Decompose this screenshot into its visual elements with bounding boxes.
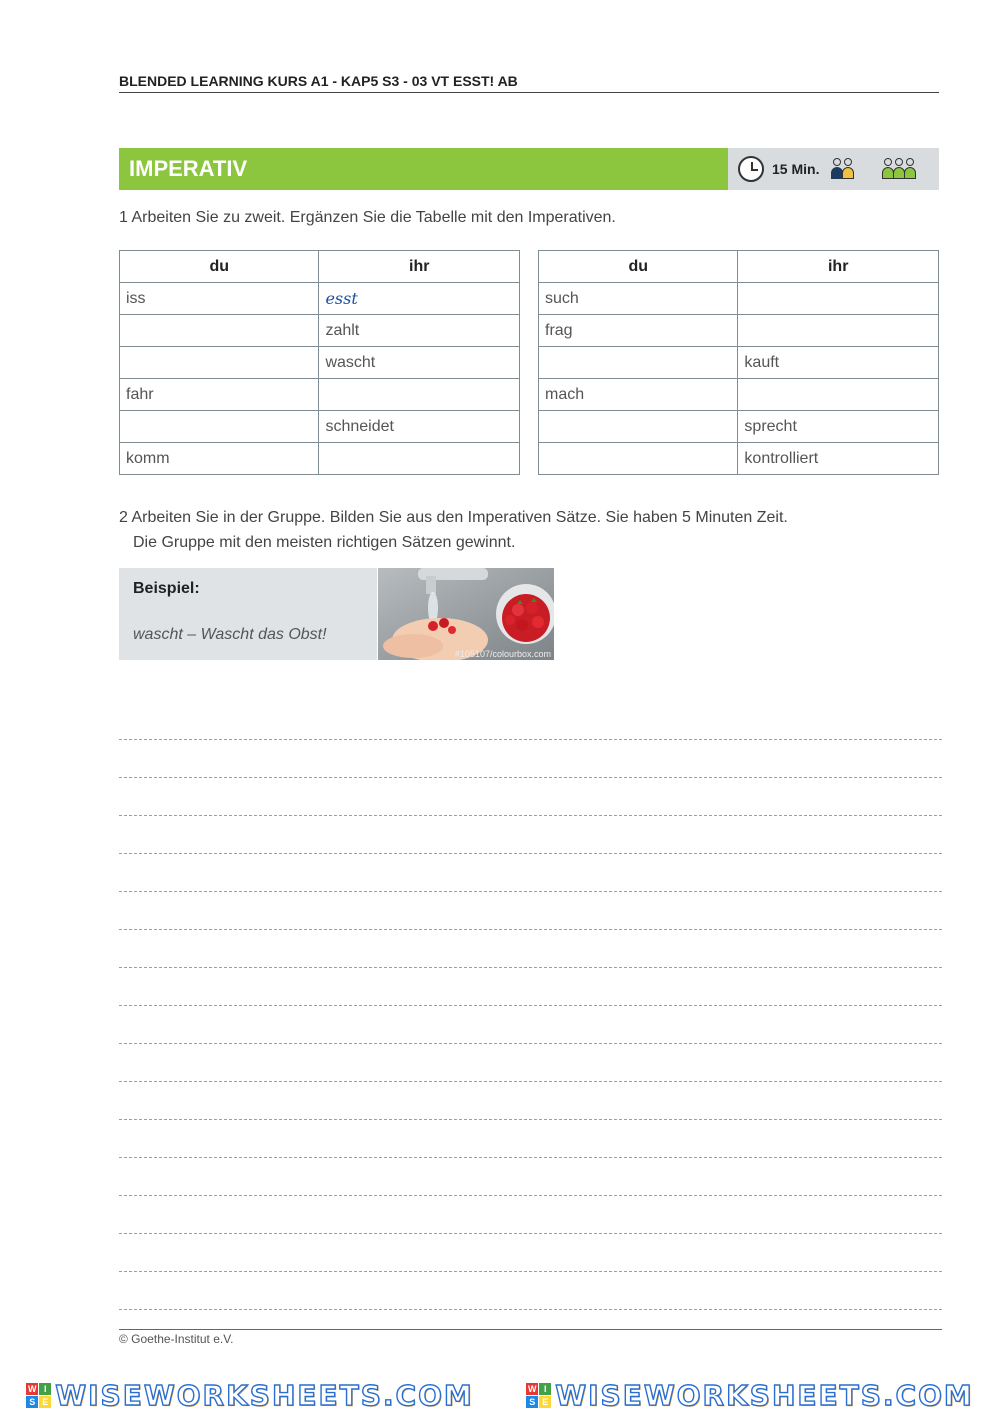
column-header-ihr: ihr	[319, 251, 520, 283]
cell-du[interactable]	[120, 315, 319, 347]
table-row	[539, 443, 939, 475]
watermark-text: WISEWORKSHEETS.COM	[55, 1379, 474, 1412]
task-1-instruction: 1 Arbeiten Sie zu zweit. Ergänzen Sie die Tabelle mit den Imperativen.	[119, 209, 616, 226]
writing-line[interactable]	[119, 1157, 942, 1158]
writing-line[interactable]	[119, 1233, 942, 1234]
group-work-icon	[882, 158, 914, 180]
cell-du: fahr	[120, 379, 319, 411]
column-header-du: du	[539, 251, 738, 283]
cell-du[interactable]	[120, 411, 319, 443]
cell-ihr[interactable]	[319, 443, 520, 475]
clock-icon	[738, 156, 764, 182]
imperative-table-right	[538, 250, 939, 475]
writing-line[interactable]	[119, 853, 942, 854]
section-title-bar	[119, 148, 939, 190]
wiseworksheets-logo-icon: W I S E	[526, 1383, 551, 1408]
wiseworksheets-logo-icon: W I S E	[26, 1383, 51, 1408]
cell-du: komm	[120, 443, 319, 475]
cell-du[interactable]	[539, 347, 738, 379]
watermark-banner	[0, 1378, 1000, 1413]
cell-du: such	[539, 283, 738, 315]
table-row	[120, 347, 520, 379]
cell-du[interactable]	[539, 443, 738, 475]
writing-line[interactable]	[119, 815, 942, 816]
writing-line[interactable]	[119, 1043, 942, 1044]
table-row	[120, 283, 520, 315]
cell-ihr: zahlt	[319, 315, 520, 347]
table-row	[539, 411, 939, 443]
writing-line[interactable]	[119, 1005, 942, 1006]
watermark-text: WISEWORKSHEETS.COM	[555, 1379, 974, 1412]
photo-credit: #105107/colourbox.com	[454, 649, 551, 659]
cell-du[interactable]	[120, 347, 319, 379]
writing-line[interactable]	[119, 777, 942, 778]
cell-ihr: kontrolliert	[738, 443, 939, 475]
cell-ihr: wascht	[319, 347, 520, 379]
cell-ihr: schneidet	[319, 411, 520, 443]
writing-line[interactable]	[119, 739, 942, 740]
imperative-table-left	[119, 250, 520, 475]
task-2-instruction: 2 Arbeiten Sie in der Gruppe. Bilden Sie aus den Imperativen Sätze. Sie haben 5 Minuten Zeit.	[119, 509, 788, 526]
example-sentence: wascht – Wascht das Obst!	[133, 626, 327, 643]
table-row	[539, 347, 939, 379]
cell-du: mach	[539, 379, 738, 411]
cell-du: iss	[120, 283, 319, 315]
cell-ihr: sprecht	[738, 411, 939, 443]
table-row	[120, 315, 520, 347]
pair-work-icon	[831, 158, 852, 180]
writing-line[interactable]	[119, 1271, 942, 1272]
section-title: IMPERATIV	[119, 148, 728, 190]
table-row	[120, 379, 520, 411]
cell-du[interactable]	[539, 411, 738, 443]
duration-label: 15 Min.	[772, 161, 820, 177]
cell-du: frag	[539, 315, 738, 347]
photo-illustration	[378, 568, 554, 660]
writing-line[interactable]	[119, 929, 942, 930]
table-row	[539, 315, 939, 347]
watermark	[526, 1379, 974, 1412]
document-header: BLENDED LEARNING KURS A1 - KAP5 S3 - 03 VT ESST! AB	[119, 73, 939, 93]
writing-line[interactable]	[119, 891, 942, 892]
table-row	[120, 411, 520, 443]
column-header-ihr: ihr	[738, 251, 939, 283]
writing-line[interactable]	[119, 1081, 942, 1082]
table-row	[539, 379, 939, 411]
cell-ihr[interactable]	[738, 379, 939, 411]
strawberry-washing-photo	[378, 568, 554, 660]
example-label: Beispiel:	[133, 580, 200, 597]
writing-line[interactable]	[119, 1309, 942, 1310]
cell-ihr: kauft	[738, 347, 939, 379]
activity-info	[728, 148, 939, 190]
example-box	[119, 568, 377, 660]
writing-line[interactable]	[119, 1119, 942, 1120]
column-header-du: du	[120, 251, 319, 283]
cell-ihr-handwritten: esst	[319, 283, 520, 315]
watermark	[26, 1379, 474, 1412]
copyright-notice: © Goethe-Institut e.V.	[119, 1332, 234, 1346]
table-row	[539, 283, 939, 315]
footer-divider	[119, 1329, 942, 1330]
writing-line[interactable]	[119, 967, 942, 968]
cell-ihr[interactable]	[319, 379, 520, 411]
task-2-instruction-continued: Die Gruppe mit den meisten richtigen Sätzen gewinnt.	[133, 534, 516, 551]
cell-ihr[interactable]	[738, 315, 939, 347]
table-row	[120, 443, 520, 475]
cell-ihr[interactable]	[738, 283, 939, 315]
writing-line[interactable]	[119, 1195, 942, 1196]
